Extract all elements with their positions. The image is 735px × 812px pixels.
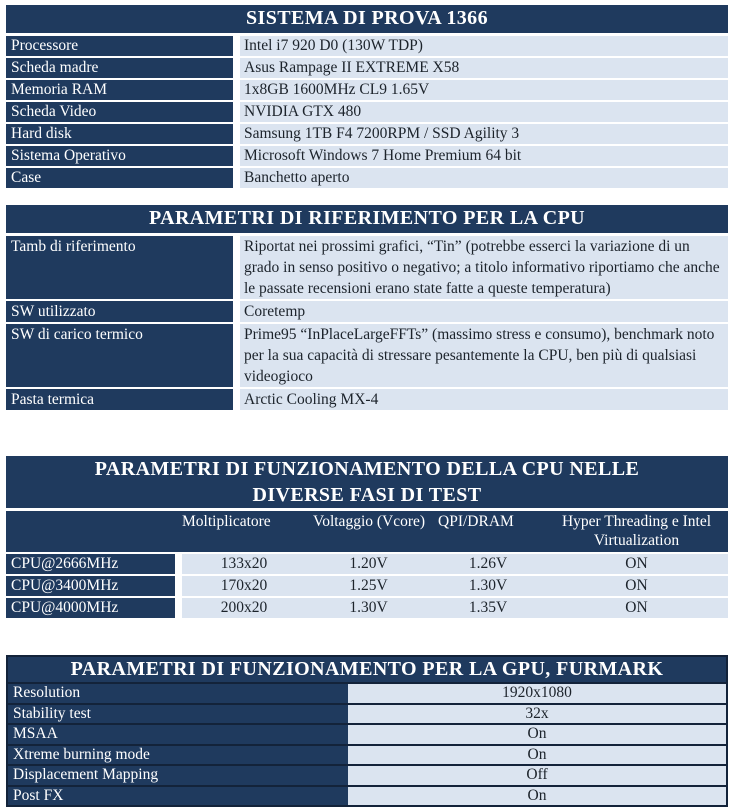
cpu-phase-row xyxy=(6,554,728,574)
row-label: Pasta termica xyxy=(6,389,233,410)
table-row xyxy=(8,744,726,765)
cpu-phases-header-hyperthreading: Hyper Threading e Intel Virtualization xyxy=(561,513,712,549)
row-value: Coretemp xyxy=(240,301,728,322)
row-value: Intel i7 920 D0 (130W TDP) xyxy=(240,36,728,56)
row-value: Riportat nei prossimi grafici, “Tin” (potrebbe esserci la variazione di un grado in senso positivo o negativo; a titolo informativo riportiamo che anche le passate recensioni erano state fatte a queste temperatura) xyxy=(240,236,728,299)
system-table-rows xyxy=(6,36,728,188)
row-value: Samsung 1TB F4 7200RPM / SSD Agility 3 xyxy=(240,124,728,144)
row-value: On xyxy=(348,746,726,765)
gpu-furmark-table-title-text: PARAMETRI DI FUNZIONAMENTO PER LA GPU, FURMARK xyxy=(70,658,664,680)
row-label: Sistema Operativo xyxy=(6,146,233,166)
table-row xyxy=(8,723,726,744)
gpu-furmark-table-title xyxy=(8,657,726,682)
row-label: Post FX xyxy=(8,787,348,806)
cpu-phases-header-voltaggio: Voltaggio (Vcore) xyxy=(313,513,426,530)
row-value: Microsoft Windows 7 Home Premium 64 bit xyxy=(240,146,728,166)
row-value: Off xyxy=(348,766,726,785)
cpu-phase-row xyxy=(6,598,728,618)
table-row xyxy=(6,80,728,100)
row-label: Stability test xyxy=(8,705,348,724)
gpu-furmark-table-rows xyxy=(8,682,726,805)
cpu-phases-header-row xyxy=(6,511,728,552)
row-label: Memoria RAM xyxy=(6,80,233,100)
row-label: MSAA xyxy=(8,725,348,744)
row-label: SW di carico termico xyxy=(6,324,233,387)
cpu-phase-cell: 1.30V xyxy=(468,577,508,594)
table-row xyxy=(6,324,728,387)
cpu-phase-values xyxy=(182,576,728,596)
table-row xyxy=(8,785,726,806)
gpu-furmark-table xyxy=(6,655,728,807)
row-value: On xyxy=(348,725,726,744)
cpu-phases-table xyxy=(6,456,728,618)
table-row xyxy=(6,102,728,122)
row-label: Displacement Mapping xyxy=(8,766,348,785)
row-label: Hard disk xyxy=(6,124,233,144)
system-spec-table xyxy=(6,5,728,188)
cpu-reference-table-rows xyxy=(6,236,728,410)
table-row xyxy=(8,682,726,703)
cpu-phase-cell: 1.30V xyxy=(349,599,388,616)
row-value: Banchetto aperto xyxy=(240,168,728,188)
cpu-phase-cell: 1.20V xyxy=(349,555,388,572)
row-value: 1920x1080 xyxy=(348,684,726,703)
table-row xyxy=(6,36,728,56)
table-row xyxy=(6,301,728,322)
table-row xyxy=(6,236,728,299)
row-label: Scheda Video xyxy=(6,102,233,122)
row-value: On xyxy=(348,787,726,806)
cpu-phase-label: CPU@3400MHz xyxy=(6,576,175,596)
cpu-phase-label: CPU@2666MHz xyxy=(6,554,175,574)
row-value: 1x8GB 1600MHz CL9 1.65V xyxy=(240,80,728,100)
cpu-phases-header-moltiplicatore: Moltiplicatore xyxy=(182,513,271,530)
cpu-phases-table-title xyxy=(6,456,728,508)
row-value: NVIDIA GTX 480 xyxy=(240,102,728,122)
table-row xyxy=(6,168,728,188)
cpu-phase-cell: 170x20 xyxy=(220,577,268,594)
cpu-phase-values xyxy=(182,554,728,574)
row-label: Xtreme burning mode xyxy=(8,746,348,765)
table-row xyxy=(8,703,726,724)
cpu-phase-cell: 133x20 xyxy=(220,555,268,572)
cpu-phase-cell: ON xyxy=(625,555,648,572)
cpu-phase-cell: ON xyxy=(625,599,648,616)
cpu-phase-values xyxy=(182,598,728,618)
table-row xyxy=(8,764,726,785)
cpu-phases-header-qpi-dram: QPI/DRAM xyxy=(438,513,514,530)
cpu-phase-cell: 200x20 xyxy=(220,599,268,616)
table-row xyxy=(6,58,728,78)
row-value: Asus Rampage II EXTREME X58 xyxy=(240,58,728,78)
cpu-phase-cell: 1.35V xyxy=(468,599,508,616)
row-label: Tamb di riferimento xyxy=(6,236,233,299)
system-table-title xyxy=(6,5,728,33)
row-label: Resolution xyxy=(8,684,348,703)
table-row xyxy=(6,389,728,410)
cpu-phase-cell: 1.25V xyxy=(349,577,388,594)
row-value: Prime95 “InPlaceLargeFFTs” (massimo stress e consumo), benchmark noto per la sua capacità di stressare pesantemente la CPU, ben più di qualsiasi videogioco xyxy=(240,324,728,387)
cpu-reference-table-title xyxy=(6,205,728,233)
row-value: Arctic Cooling MX-4 xyxy=(240,389,728,410)
system-table-title-text: SISTEMA DI PROVA 1366 xyxy=(246,7,488,29)
cpu-phase-cell: ON xyxy=(625,577,648,594)
row-label: Processore xyxy=(6,36,233,56)
cpu-phases-header-empty xyxy=(6,512,175,550)
table-row xyxy=(6,124,728,144)
row-label: Scheda madre xyxy=(6,58,233,78)
cpu-phase-cell: 1.26V xyxy=(468,555,508,572)
cpu-phase-row xyxy=(6,576,728,596)
cpu-phase-label: CPU@4000MHz xyxy=(6,598,175,618)
cpu-phases-rows xyxy=(6,554,728,618)
row-value: 32x xyxy=(348,705,726,724)
cpu-reference-table xyxy=(6,205,728,410)
row-label: Case xyxy=(6,168,233,188)
cpu-reference-table-title-text: PARAMETRI DI RIFERIMENTO PER LA CPU xyxy=(148,207,586,229)
table-row xyxy=(6,146,728,166)
cpu-phases-table-title-text: PARAMETRI DI FUNZIONAMENTO DELLA CPU NELLE DIVERSE FASI DI TEST xyxy=(94,458,640,506)
row-label: SW utilizzato xyxy=(6,301,233,322)
